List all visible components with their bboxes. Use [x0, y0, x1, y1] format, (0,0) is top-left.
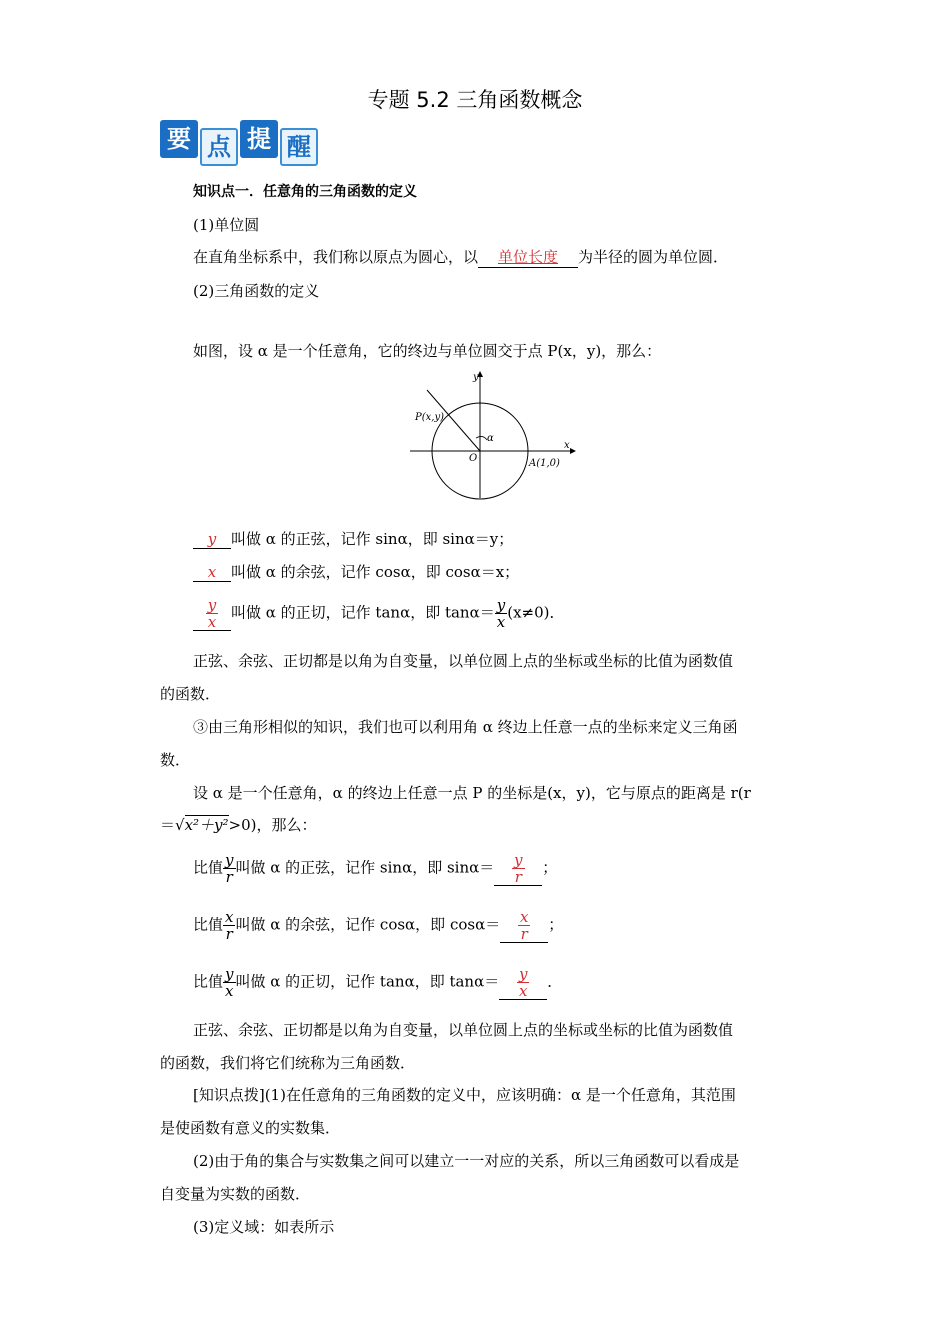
ratio-cosine-answer-num: x — [519, 908, 529, 926]
note-3-line-2: 数． — [160, 751, 191, 769]
origin-label: O — [469, 453, 478, 464]
ratio-cosine-end: ； — [548, 915, 564, 934]
ratio-sine-text: 叫做 α 的正弦，记作 sinα，即 sinα＝ — [235, 858, 495, 877]
ratio-tangent-fraction — [223, 966, 235, 999]
summary-1-line-2: 的函数． — [160, 685, 221, 703]
section-unit-circle-label: (1)单位圆 — [193, 216, 260, 234]
alpha-label: α — [487, 433, 494, 444]
unit-circle-figure — [405, 368, 580, 503]
page-title: 专题 5.2 三角函数概念 — [367, 88, 583, 112]
unit-circle-answer-blank — [478, 246, 578, 268]
tangent-answer-den: x — [207, 613, 217, 631]
ratio-cosine-answer-den: r — [520, 925, 528, 943]
tangent-answer-fraction — [206, 597, 218, 630]
tangent-text-a: 叫做 α 的正切，记作 tanα，即 tanα＝ — [231, 603, 495, 622]
ratio-sine-fraction — [223, 852, 235, 885]
x-axis-label: x — [564, 440, 570, 451]
sine-definition — [193, 528, 513, 549]
ratio-sine-blank — [494, 852, 542, 886]
figure-intro: 如图，设 α 是一个任意角，它的终边与单位圆交于点 P(x，y)，那么： — [193, 342, 662, 360]
unit-circle-answer: 单位长度 — [498, 248, 559, 266]
summary-1-line-1: 正弦、余弦、正切都是以角为自变量，以单位圆上点的坐标或坐标的比值为函数值 — [193, 652, 734, 670]
sine-answer: y — [207, 530, 217, 548]
cosine-text: 叫做 α 的余弦，记作 cosα，即 cosα＝x； — [231, 563, 520, 581]
x-axis-arrow — [570, 448, 576, 454]
tangent-text-b: (x≠0)． — [507, 603, 565, 622]
general-equals: ＝ — [160, 816, 176, 834]
unit-circle-text-b: 为半径的圆为单位圆． — [578, 248, 729, 266]
ratio-cosine-den: r — [225, 925, 233, 943]
ratio-sine-end: ； — [542, 858, 558, 877]
ratio-sine-answer-den: r — [514, 868, 522, 886]
badge-char-2: 点 — [200, 128, 238, 166]
ratio-cosine-num: x — [225, 908, 234, 926]
ratio-tangent-end: ． — [547, 972, 563, 991]
ratio-tangent-answer — [517, 966, 529, 999]
sine-blank — [193, 530, 231, 549]
ratio-sine-den: r — [225, 868, 233, 886]
angle-arc — [476, 436, 487, 440]
key-points-badge — [160, 122, 318, 166]
tangent-fraction — [495, 597, 507, 630]
cosine-answer: x — [207, 563, 217, 581]
note-3-line-1: ③由三角形相似的知识，我们也可以利用角 α 终边上任意一点的坐标来定义三角函 — [193, 718, 738, 736]
tangent-fraction-den: x — [496, 613, 506, 631]
ratio-tangent-blank — [499, 966, 547, 1000]
sqrt-symbol: √ — [175, 816, 185, 834]
tip-2-line-2: 自变量为实数的函数． — [160, 1185, 311, 1203]
ratio-cosine-blank — [500, 909, 548, 943]
cosine-blank — [193, 563, 231, 582]
badge-char-1: 要 — [160, 120, 198, 158]
ratio-tangent-answer-den: x — [518, 982, 528, 1000]
ratio-cosine-text: 叫做 α 的余弦，记作 cosα，即 cosα＝ — [235, 915, 501, 934]
cosine-definition — [193, 561, 519, 582]
tangent-definition — [193, 597, 565, 631]
y-axis-label: y — [473, 372, 479, 383]
tip-2-line-1: (2)由于角的集合与实数集之间可以建立一一对应的关系，所以三角函数可以看成是 — [193, 1152, 740, 1170]
unit-circle-definition — [193, 246, 728, 268]
knowledge-point-heading: 知识点一．任意角的三角函数的定义 — [193, 184, 417, 200]
tangent-fraction-num: y — [496, 596, 506, 614]
ratio-tangent — [193, 966, 562, 1000]
ratio-cosine — [193, 909, 563, 943]
ratio-cosine-fraction — [223, 909, 235, 942]
badge-char-3: 提 — [240, 120, 278, 158]
ratio-cosine-answer — [518, 909, 530, 942]
tangent-blank — [193, 597, 231, 631]
ratio-sine-answer — [512, 852, 524, 885]
tip-3: (3)定义域：如表所示 — [193, 1218, 335, 1236]
tangent-answer-num: y — [207, 596, 217, 614]
unit-circle-text-a: 在直角坐标系中，我们称以原点为圆心，以 — [193, 248, 479, 266]
summary-2-line-2: 的函数，我们将它们统称为三角函数． — [160, 1054, 416, 1072]
ratio-tangent-num: y — [225, 965, 234, 983]
general-definition-line-2 — [160, 814, 317, 835]
sqrt-radicand: x²＋y² — [184, 816, 229, 834]
tip-1-line-2: 是使函数有意义的实数集． — [160, 1119, 341, 1137]
ratio-sine-answer-num: y — [514, 851, 523, 869]
ratio-tangent-pre: 比值 — [193, 972, 224, 991]
ratio-tangent-answer-num: y — [518, 965, 528, 983]
point-p-label: P(x,y) — [415, 412, 444, 423]
ratio-tangent-den: x — [225, 982, 234, 1000]
ratio-sine-pre: 比值 — [193, 858, 224, 877]
section-trig-definition-label: (2)三角函数的定义 — [193, 282, 320, 300]
summary-2-line-1: 正弦、余弦、正切都是以角为自变量，以单位圆上点的坐标或坐标的比值为函数值 — [193, 1021, 734, 1039]
badge-char-4: 醒 — [280, 128, 318, 166]
ratio-sine — [193, 852, 557, 886]
tip-1-line-1: [知识点拨](1)在任意角的三角函数的定义中，应该明确：α 是一个任意角，其范围 — [193, 1086, 736, 1104]
general-condition: >0)，那么： — [228, 816, 317, 834]
ratio-sine-num: y — [225, 851, 234, 869]
general-definition-line-1: 设 α 是一个任意角，α 的终边上任意一点 P 的坐标是(x，y)，它与原点的距离是 r(r — [193, 784, 751, 802]
ratio-tangent-text: 叫做 α 的正切，记作 tanα，即 tanα＝ — [235, 972, 500, 991]
point-a-label: A(1,0) — [529, 458, 560, 469]
ratio-cosine-pre: 比值 — [193, 915, 224, 934]
sine-text: 叫做 α 的正弦，记作 sinα，即 sinα＝y； — [231, 530, 514, 548]
